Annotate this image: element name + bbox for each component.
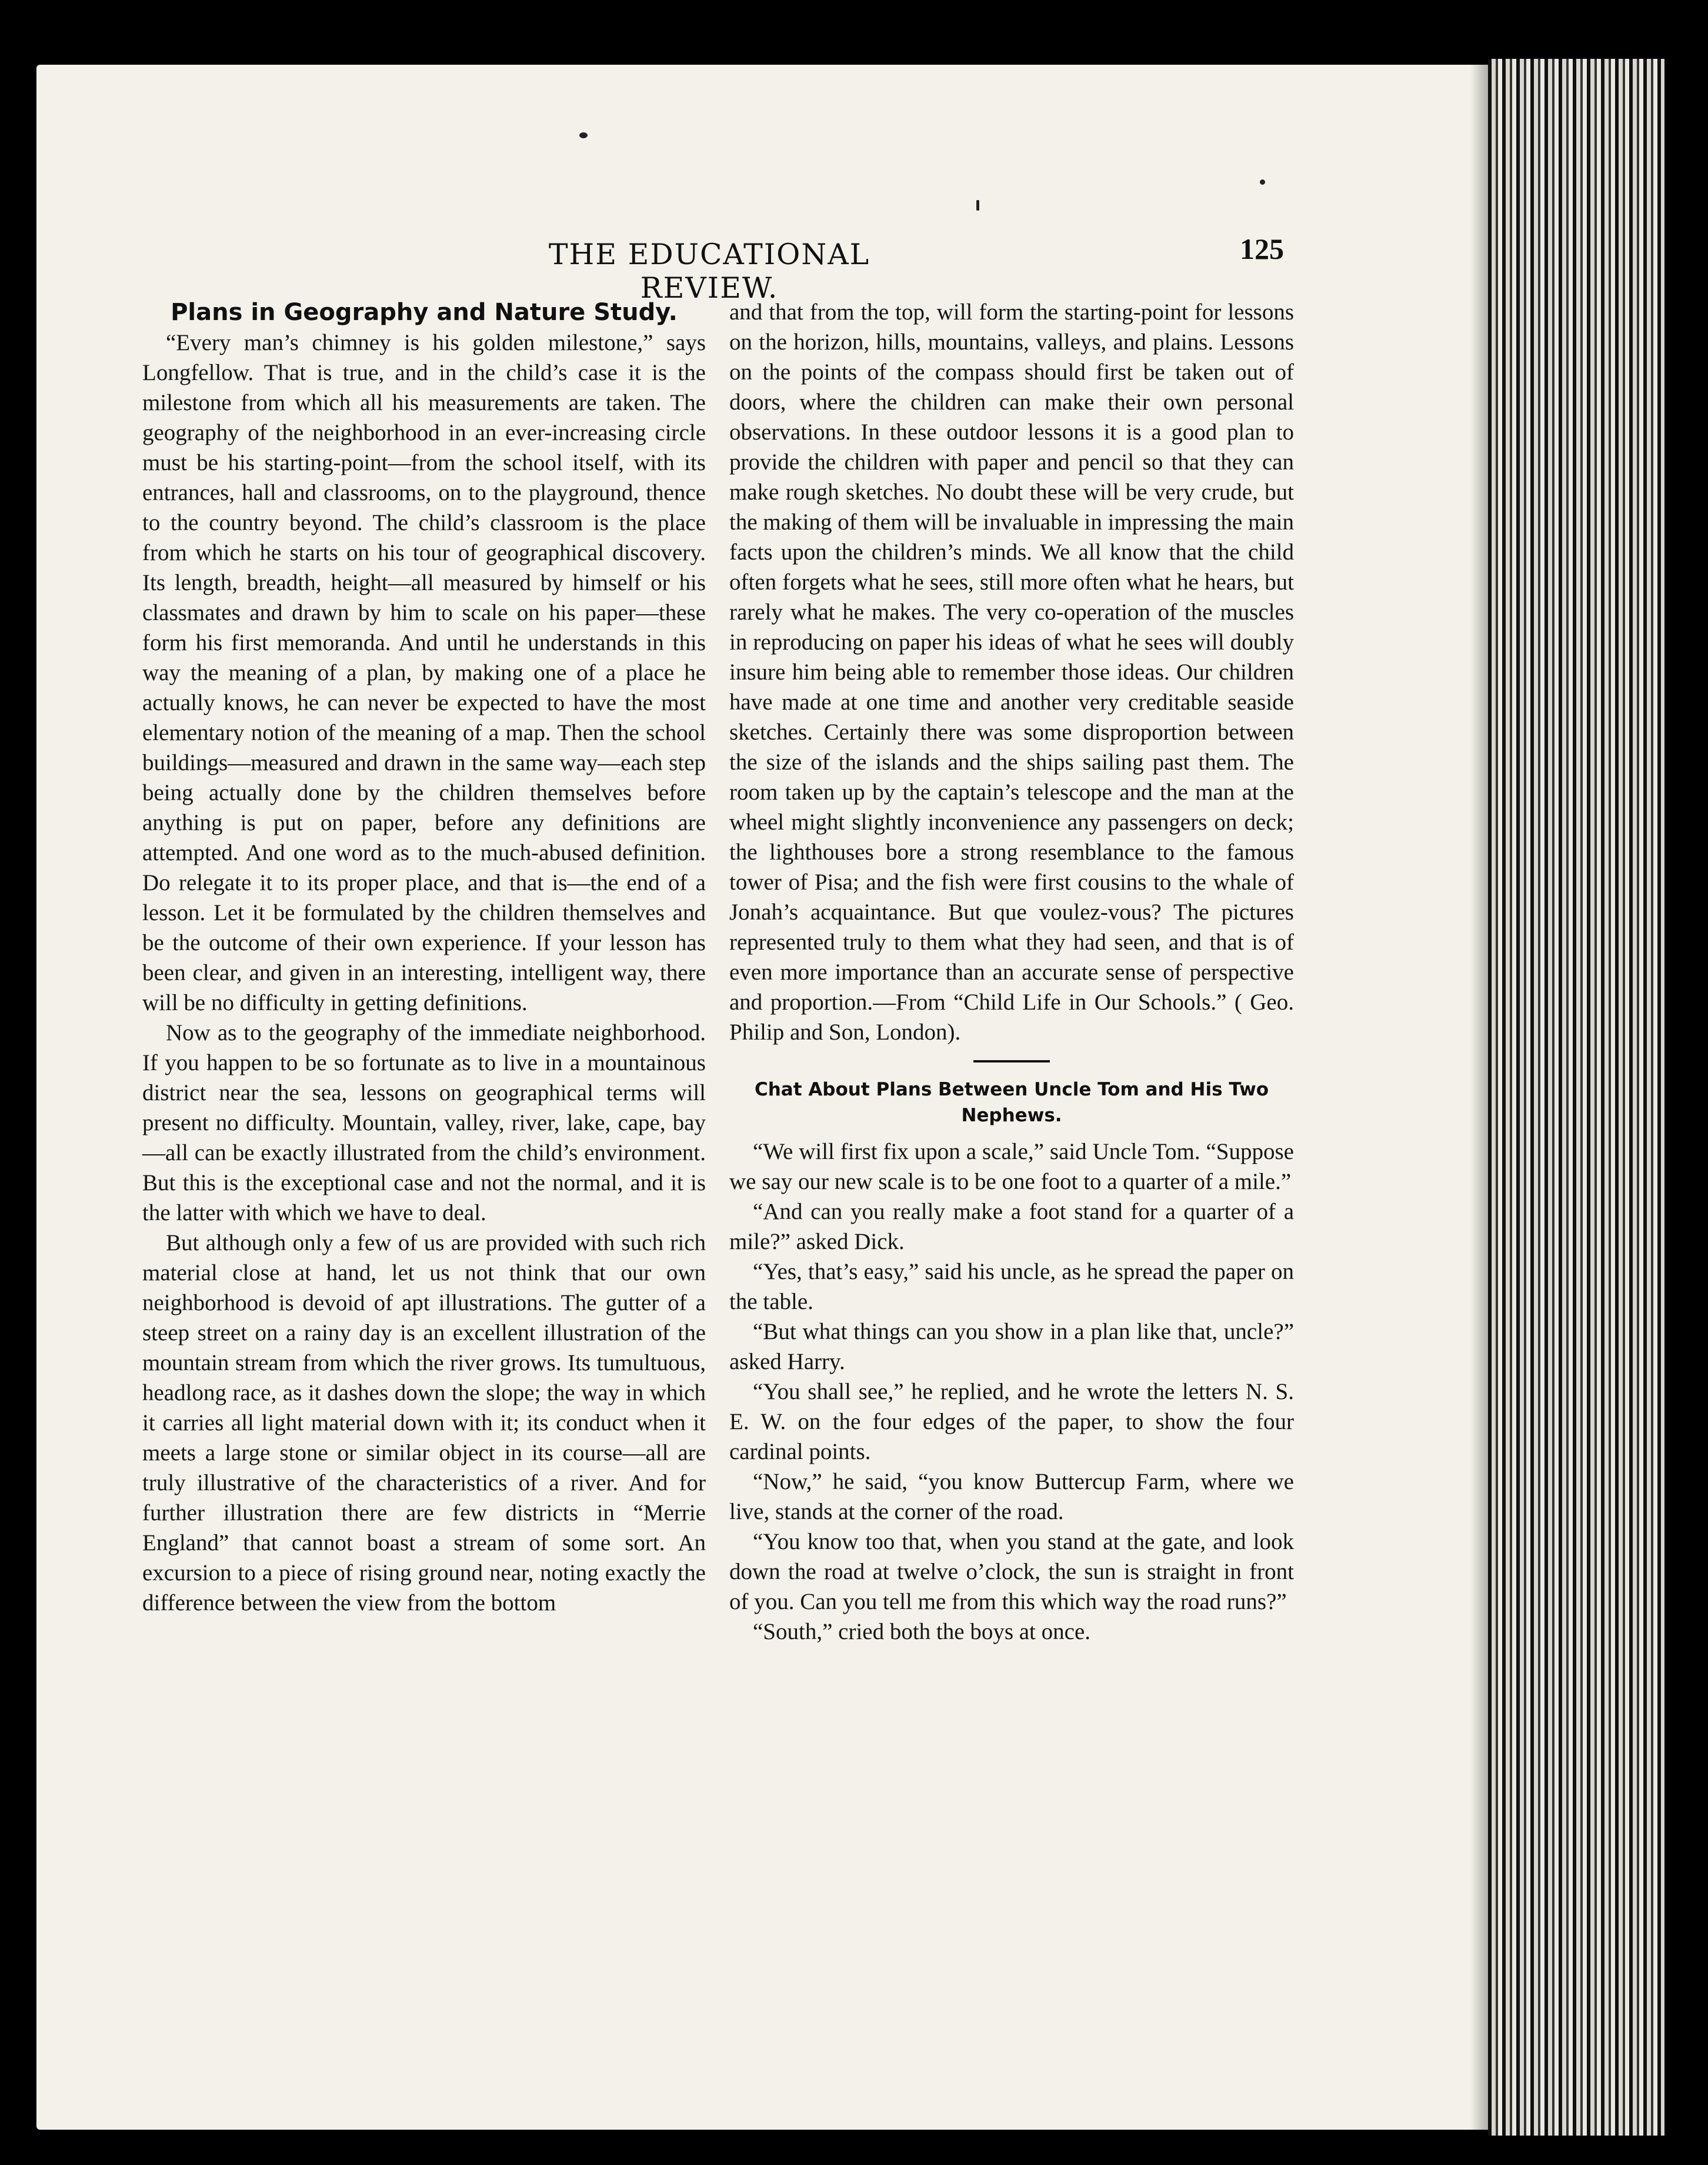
article-paragraph: But although only a few of us are provided with such rich material close at hand, let us not think that our own neighborhood is devoid of apt illustrations. The gutter of a steep street on a rainy day is an excellent illustration of the mountain stream from which the river grows. Its tumultuous, headlong race, as it dashes down the slope; the way in which it carries all light material down with it; its conduct when it meets a large stone or similar object in its course—all are truly illustrative of the characteristics of a river. And for further illustration there are few districts in “Merrie England” that cannot boast a stream of some sort. An excursion to a piece of rising ground near, noting exactly the difference between the view from the bottom xyxy=(142,1230,706,1616)
dialogue-paragraph: “We will first fix upon a scale,” said Uncle Tom. “Suppose we say our new scale is to be one foot to a quarter of a mile.” xyxy=(729,1139,1294,1194)
dust-speck xyxy=(1260,179,1265,185)
running-head: THE EDUCATIONAL REVIEW. xyxy=(548,238,870,305)
article-paragraph-continued: and that from the top, will form the starting-point for lessons on the horizon, hills, mountains, valleys, and plains. Lessons on the points of the compass should first be taken out of doors, where the children can make their own personal observations. In these outdoor lessons it is a good plan to provide the children with paper and pencil so that they can make rough sketches. No doubt these will be very crude, but the making of them will be invaluable in impressing the main facts upon the children’s minds. We all know that the child often forgets what he sees, still more often what he hears, but rarely what he makes. The very co-operation of the muscles in reproducing on paper his ideas of what he sees will doubly insure him being able to remember those ideas. Our children have made at one time and another very creditable seaside sketches. Certainly there was some disproportion between the size of the islands and the ships sailing past them. The room taken up by the captain’s telescope and the man at the wheel might slightly inconvenience any passengers on deck; the lighthouses bore a strong resemblance to the famous tower of Pisa; and the fish were first cousins to the whale of Jonah’s acquaintance. But que voulez-vous? The pictures represented truly to them what they had seen, and that is of even more importance than an accurate sense of perspective and proportion.—From “Child Life in Our Schools.” ( Geo. Philip and Son, London). xyxy=(729,299,1294,1045)
dialogue-paragraph: “South,” cried both the boys at once. xyxy=(753,1619,1091,1644)
page-edges xyxy=(1488,59,1664,2136)
dialogue-paragraph: “You shall see,” he replied, and he wrote the letters N. S. E. W. on the four edges of the paper, to show the four cardinal points. xyxy=(729,1379,1294,1464)
dialogue-paragraph: “And can you really make a foot stand for a quarter of a mile?” asked Dick. xyxy=(729,1199,1294,1254)
dust-speck xyxy=(976,200,979,211)
article-paragraph: “Every man’s chimney is his golden milestone,” says Longfellow. That is true, and in the child’s case it is the milestone from which all his measurements are taken. The geography of the neighborhood in an ever-increasing circle must be his starting-point—from the school itself, with its entrances, hall and classrooms, on to the playground, thence to the country beyond. The child’s classroom is the place from which he starts on his tour of geographical discovery. Its length, breadth, height—all measured by himself or his classmates and drawn by him to scale on his paper—these form his first memoranda. And until he understands in this way the meaning of a plan, by making one of a place he actually knows, he can never be expected to have the most elementary notion of the meaning of a map. Then the school buildings—measured and drawn in the same way—each step being actually done by the children themselves before anything is put on paper, before any definitions are attempted. And one word as to the much-abused definition. Do relegate it to its proper place, and that is—the end of a lesson. Let it be formulated by the children themselves and be the outcome of their own experience. If your lesson has been clear, and given in an interesting, intelligent way, there will be no difficulty in getting definitions. xyxy=(142,330,706,1015)
section-title: Chat About Plans Between Uncle Tom and His Two Nephews. xyxy=(754,1079,1269,1126)
right-column xyxy=(729,297,1294,1647)
dust-speck xyxy=(579,132,588,138)
dialogue-paragraph: “You know too that, when you stand at the gate, and look down the road at twelve o’clock, the sun is straight in front of you. Can you tell me from this which way the road runs?” xyxy=(729,1529,1294,1614)
section-divider xyxy=(973,1060,1050,1062)
article-paragraph: Now as to the geography of the immediate neighborhood. If you happen to be so fortunate as to live in a mountainous district near the sea, lessons on geographical terms will present no difficulty. Mountain, valley, river, lake, cape, bay—all can be exactly illustrated from the child’s environment. But this is the exceptional case and not the normal, and it is the latter with which we have to deal. xyxy=(142,1020,706,1225)
dialogue-paragraph: “But what things can you show in a plan like that, uncle?” asked Harry. xyxy=(729,1319,1294,1374)
dialogue-paragraph: “Yes, that’s easy,” said his uncle, as he spread the paper on the table. xyxy=(729,1259,1294,1314)
left-column xyxy=(142,297,706,1618)
dialogue-paragraph: “Now,” he said, “you know Buttercup Farm, where we live, stands at the corner of the road. xyxy=(729,1469,1294,1524)
page-number: 125 xyxy=(1240,232,1284,265)
article-title: Plans in Geography and Nature Study. xyxy=(171,299,678,326)
